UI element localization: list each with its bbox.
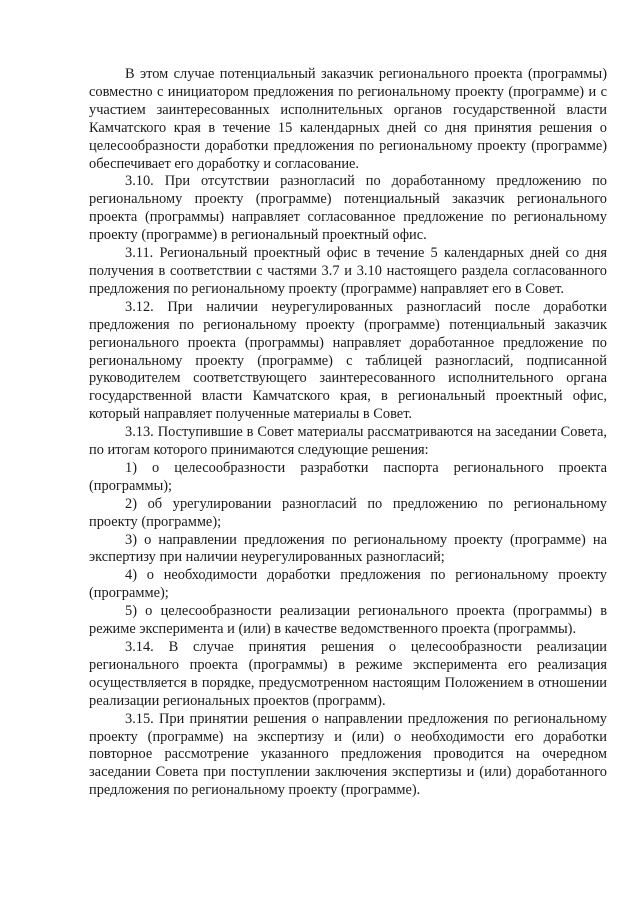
list-item-4: 4) о необходимости доработки предложения по региональному проекту (программе); <box>89 567 607 602</box>
paragraph-intro: В этом случае потенциальный заказчик регионального проекта (программы) совместно с инициатором предложения по региональному проекту (программе) и с участием заинтересованных исполнительных органов государственной власти Камчатского края в течение 15 календарных дней со дня принятия решения о целесообразности доработки предложения по региональному проекту (программе) обеспечивает его доработку и согласование. <box>89 66 607 172</box>
list-item-3: 3) о направлении предложения по региональному проекту (программе) на экспертизу при наличии неурегулированных разногласий; <box>89 531 607 566</box>
paragraph-3-10: 3.10. При отсутствии разногласий по доработанному предложению по региональному проекту (программе) потенциальный заказчик регионального проекта (программы) направляет согласованное предложение по региональному проекту (программе) в региональный проектный офис. <box>89 173 607 244</box>
paragraph-3-12: 3.12. При наличии неурегулированных разногласий после доработки предложения по региональному проекту (программе) потенциальный заказчик регионального проекта (программы) направляет доработанное предложение по региональному проекту (программе) с таблицей разногласий, подписанной руководителем соответствующего заинтересованного исполнительного органа государственной власти Камчатского края, в региональный проектный офис, который направляет полученные материалы в Совет. <box>89 298 607 423</box>
document-body <box>89 66 607 800</box>
paragraph-3-13: 3.13. Поступившие в Совет материалы рассматриваются на заседании Совета, по итогам которого принимаются следующие решения: <box>89 424 607 459</box>
paragraph-3-15: 3.15. При принятии решения о направлении предложения по региональному проекту (программе) на экспертизу и (или) о необходимости его доработки повторное рассмотрение указанного предложения проводится на очередном заседании Совета при поступлении заключения экспертизы и (или) доработанного предложения по региональному проекту (программе). <box>89 710 607 799</box>
list-item-2: 2) об урегулировании разногласий по предложению по региональному проекту (программе); <box>89 495 607 530</box>
list-item-5: 5) о целесообразности реализации регионального проекта (программы) в режиме эксперимента и (или) в качестве ведомственного проекта (программы). <box>89 603 607 638</box>
paragraph-3-14: 3.14. В случае принятия решения о целесообразности реализации регионального проекта (программы) в режиме эксперимента его реализация осуществляется в порядке, предусмотренном настоящим Положением в отношении реализации региональных проектов (программ). <box>89 639 607 709</box>
paragraph-3-11: 3.11. Региональный проектный офис в течение 5 календарных дней со дня получения в соответствии с частями 3.7 и 3.10 настоящего раздела согласованного предложения по региональному проекту (программе) направляет его в Совет. <box>89 245 607 297</box>
list-item-1: 1) о целесообразности разработки паспорта регионального проекта (программы); <box>89 459 607 494</box>
